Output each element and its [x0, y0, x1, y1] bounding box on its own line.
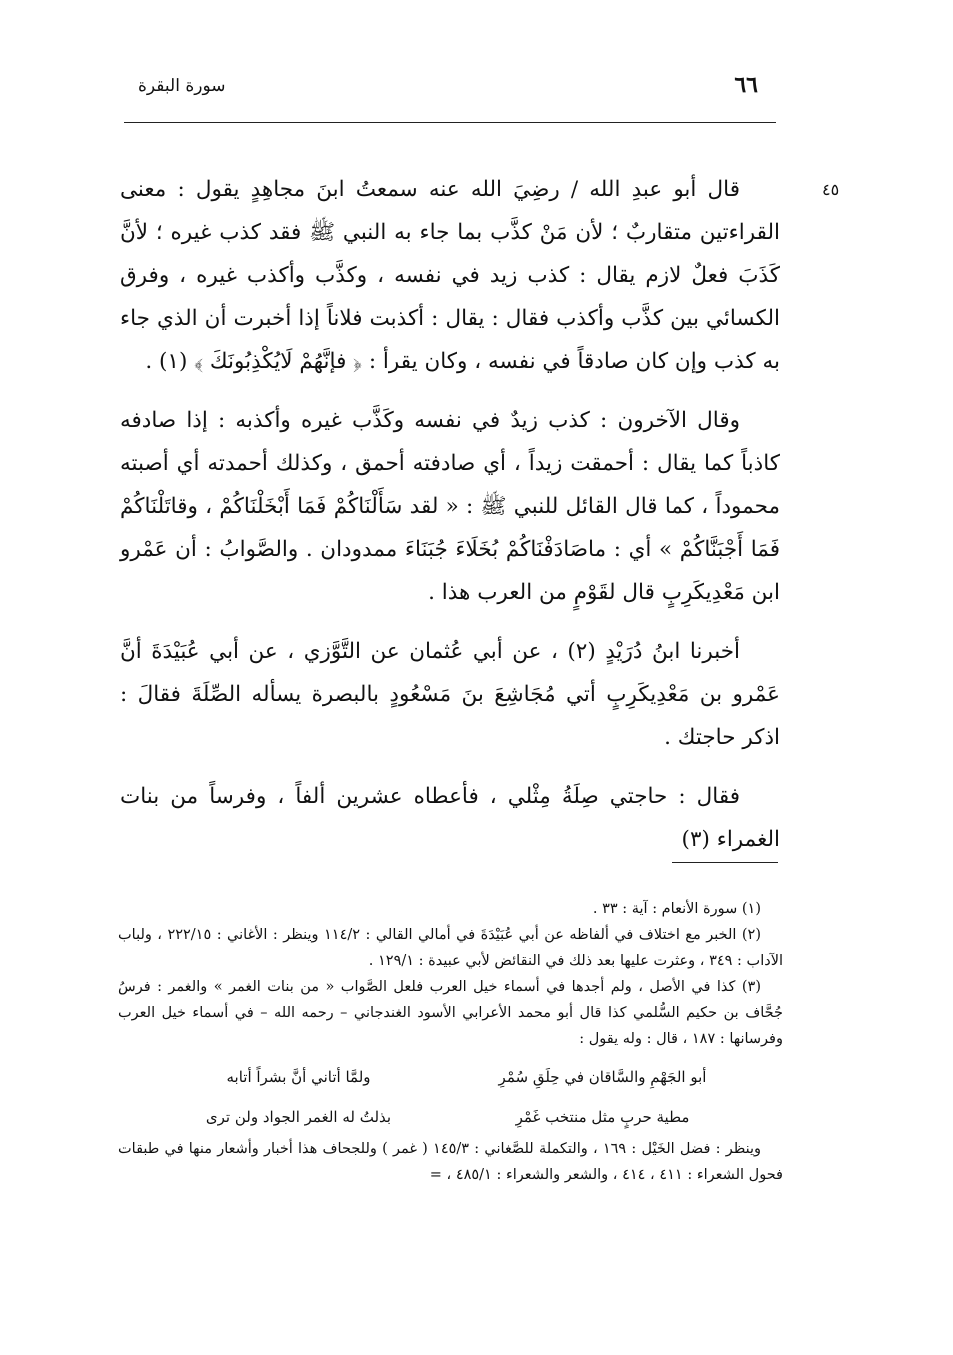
verse-hemistich: ولمَّا أتاني أنَّ بشراً أتابه: [226, 1068, 371, 1086]
main-text: [120, 168, 780, 877]
margin-number: ٤٥: [822, 180, 840, 199]
footnote-3: (٣) كذا في الأصل ، ولم أجدها في أسماء خيل العرب فلعل الصَّواب « من بنات الغمر » والغمر : فرسُ جُحَّاف بن حكيم السُّلمي كذا قال أبو محمد الأعرابي الأسود الغندجاني – رحمه الله – في أسماء خيل العرب وفرسانها : ١٨٧ ، قال : وله يقول :: [118, 979, 783, 1047]
paragraph: فقال : حاجتي صِلَةُ مِثْلي ، فأعطاه عشرين ألفاً ، وفرساً من بنات الغمراء (٣): [120, 784, 780, 852]
header-rule: [124, 122, 776, 123]
footnote-1: (١) سورة الأنعام : آية : ٣٣ .: [592, 901, 761, 917]
verse-line-2: [118, 1102, 783, 1132]
paragraph: أخبرنا ابنُ دُرَيْدٍ (٢) ، عن أبي عُثمان عن التَّوَّزي ، عن أبي عُبَيْدَةَ أنَّ عَمْرو بن مَعْدِيكَرِبٍ أتي مُجَاشِعَ بنَ مَسْعُودٍ بالبصرة يسأله الصِّلَةَ فقالَ : اذكر حاجتك .: [120, 639, 780, 750]
paragraph: وقال الآخرون : كذب زيدٌ في نفسه وكَذَّب غيره وأكذبه : إذا صادفه كاذباً كما يقال : أحمقت زيداً ، أي صادفته أحمق ، وكذلك أحمدته أي أصبته محموداً ، كما قال القائل للنبي ﷺ : « لقد سَأَلْنَاكُمْ فَمَا أَبْخَلْنَاكُمْ ، وقاتَلْنَاكُمْ فَمَا أَجْبَنَّاكُمْ » أي : ماصَادَفْنَاكُمْ بُخَلَاءَ جُبَنَاءَ ممدودان . والصَّوابُ : أن عَمْرو ابن مَعْدِيكَرِبٍ قال لقَوْمٍ من العرب هذا .: [120, 408, 780, 605]
page-header: [124, 72, 776, 106]
footnotes: [118, 896, 783, 1188]
page-number: ٦٦: [734, 72, 758, 98]
footnote-rule: [672, 862, 778, 863]
verse-hemistich: أبو الجَهْمِ والسَّاقان في حِلَقِ سُمْرِ: [498, 1068, 707, 1086]
verse-hemistich: بذلتُ له الغمر الجواد ولن ترى: [205, 1108, 392, 1126]
footnote-3-continued: وينظر : فضل الخَيْل : ١٦٩ ، والتكملة للصَّغاني : ١٤٥/٣ ( غمر ) وللجحاف هذا أخبار وأشعار منها في طبقات فحول الشعراء : ٤١١ ، ٤١٤ ، والشعر والشعراء : ٤٨٥/١ ، =: [118, 1141, 783, 1183]
verse-hemistich: مطية حربٍ مثل منتخب غَمْرِ: [515, 1108, 690, 1126]
footnote-2: (٢) الخبر مع اختلاف في ألفاظه عن أبي عُبَيْدَةَ في أمالي القالي : ١١٤/٢ وينظر : الأغاني : ٢٢٢/١٥ ، ولباب الآداب : ٣٤٩ ، وعثرت عليها بعد ذلك في النقائض لأبي عبيدة : ١٢٩/١ .: [118, 927, 783, 969]
running-head: سورة البقرة: [138, 76, 226, 96]
verse-line-1: [118, 1062, 783, 1092]
paragraph: قال أبو عبدِ الله / رضِيَ الله عنه سمعتُ ابنَ مجاهِدٍ يقول : معنى القراءتين متقاربٌ ؛ لأن مَنْ كذَّب بما جاء به النبي ﷺ فقد كذب غيره ؛ لأنَّ كَذَبَ فعلٌ لازم يقال : كذب زيد في نفسه ، وكذَّب وأكذب غيره ، وفرق الكسائي بين كذَّب وأكذب فقال : يقال : أكذبت فلاناً إذا أخبرت أن الذي جاء به كذب وإن كان صادقاً في نفسه ، وكان يقرأ : ﴿ فإنَّهُمْ لَايُكْذِبُونَكَ ﴾ (١) .: [120, 177, 780, 374]
